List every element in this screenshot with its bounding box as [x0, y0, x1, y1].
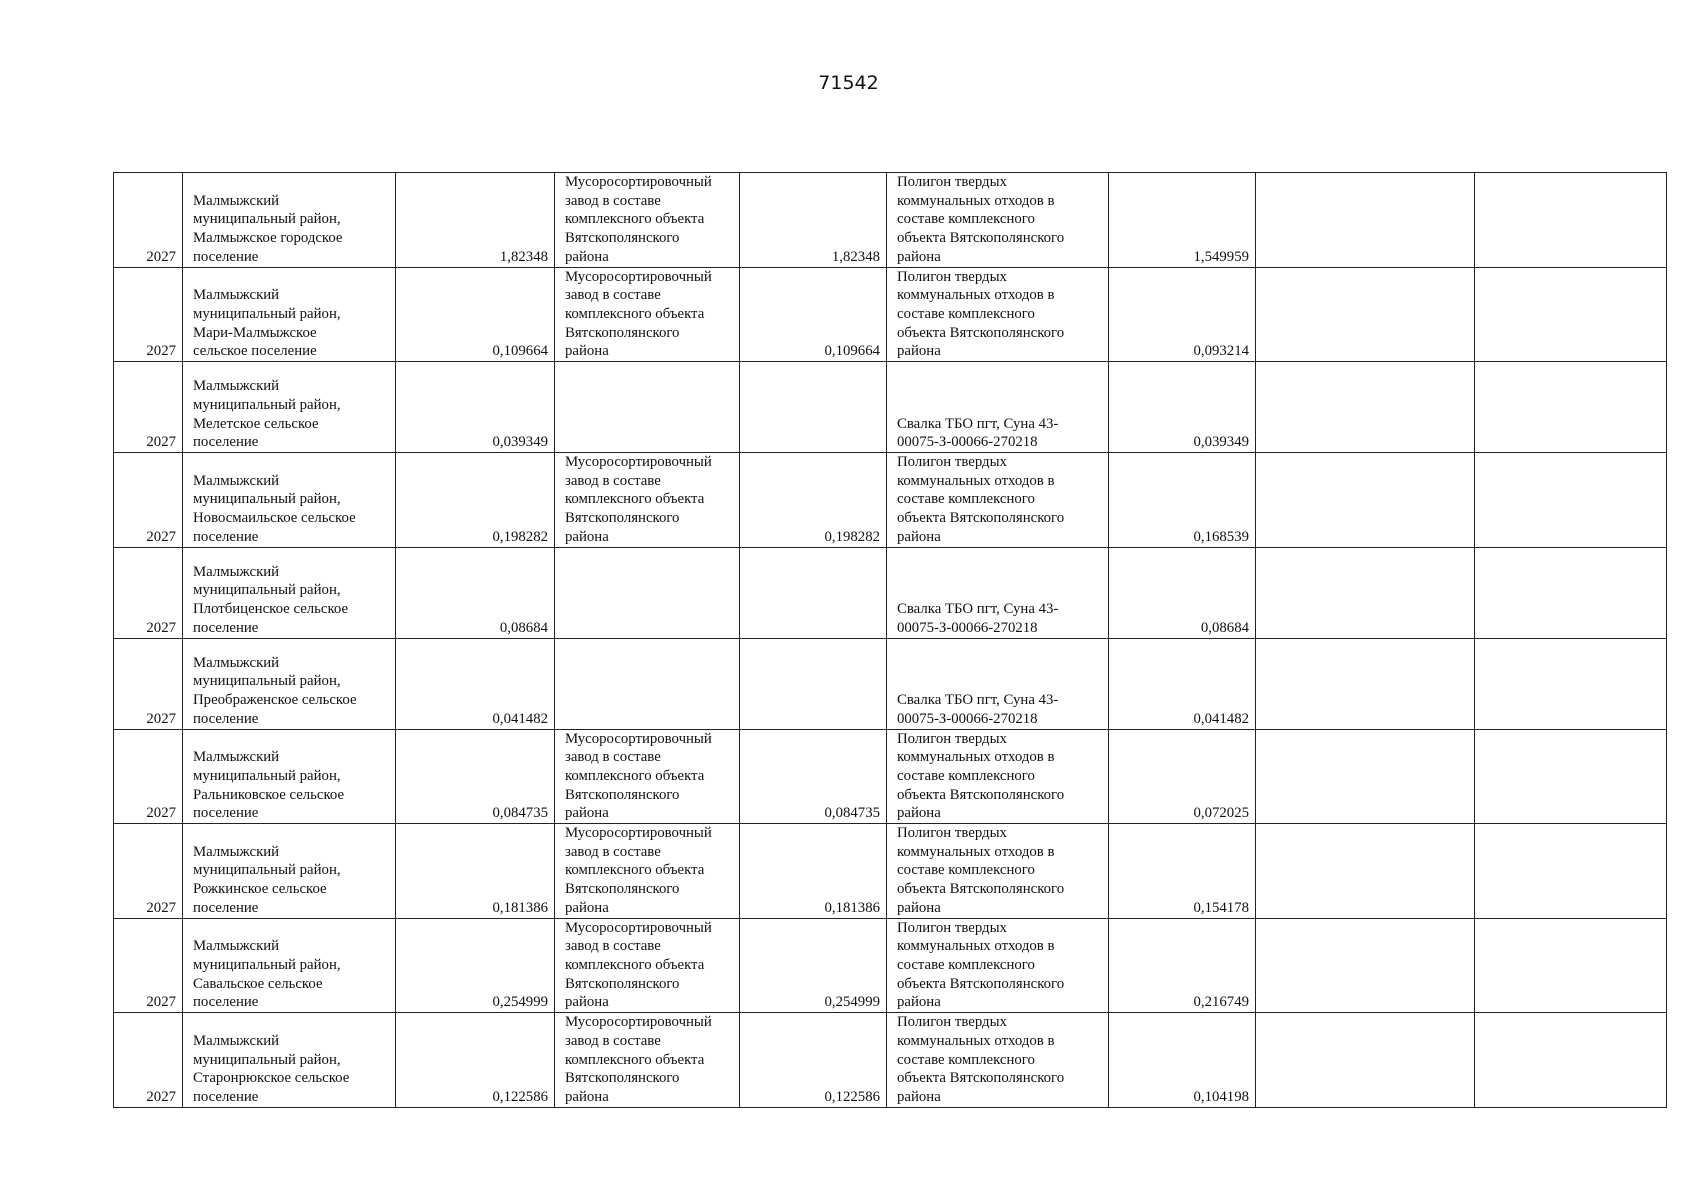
waste-flow-table — [113, 172, 1667, 1108]
empty-cell — [1256, 729, 1475, 824]
sorting-volume-cell — [740, 1013, 887, 1108]
sorting-object-text: Мусоросортировочный завод в составе комплексного объекта Вятскополянского района — [565, 919, 712, 1011]
waste-volume-text: 1,82348 — [499, 248, 548, 265]
sorting-object-cell — [555, 362, 740, 453]
sorting-volume-cell — [740, 638, 887, 729]
disposal-volume-text: 0,093214 — [1193, 343, 1249, 360]
sorting-volume-text: 0,122586 — [824, 1088, 880, 1105]
table-row — [114, 267, 1667, 362]
territory-text: Малмыжский муниципальный район, Мари-Малмыжское сельское поселение — [193, 287, 341, 360]
disposal-object-cell — [887, 824, 1109, 919]
territory-cell — [183, 729, 396, 824]
sorting-object-cell — [555, 729, 740, 824]
waste-volume-text: 0,084735 — [492, 805, 548, 822]
waste-volume-text: 0,254999 — [492, 994, 548, 1011]
disposal-volume-text: 0,104198 — [1193, 1088, 1249, 1105]
sorting-object-cell — [555, 547, 740, 638]
year-cell — [114, 638, 183, 729]
sorting-volume-text: 0,198282 — [824, 528, 880, 545]
disposal-object-text: Полигон твердых коммунальных отходов в составе комплексного объекта Вятскополянского района — [897, 174, 1065, 265]
year-text: 2027 — [146, 434, 176, 451]
territory-cell — [183, 638, 396, 729]
table-row — [114, 547, 1667, 638]
waste-volume-cell — [396, 173, 555, 268]
disposal-object-text: Свалка ТБО пгт, Суна 43- 00075-З-00066-270218 — [897, 601, 1059, 636]
sorting-object-text: Мусоросортировочный завод в составе комплексного объекта Вятскополянского района — [565, 174, 712, 265]
waste-volume-cell — [396, 729, 555, 824]
sorting-object-cell — [555, 453, 740, 548]
year-text: 2027 — [146, 1088, 176, 1105]
year-cell — [114, 1013, 183, 1108]
year-text: 2027 — [146, 899, 176, 916]
sorting-object-cell — [555, 638, 740, 729]
empty-cell — [1256, 453, 1475, 548]
territory-cell — [183, 267, 396, 362]
territory-text: Малмыжский муниципальный район, Мелетское сельское поселение — [193, 378, 341, 451]
waste-volume-text: 0,08684 — [499, 619, 548, 636]
disposal-object-cell — [887, 1013, 1109, 1108]
disposal-object-text: Полигон твердых коммунальных отходов в составе комплексного объекта Вятскополянского района — [897, 1014, 1065, 1105]
year-cell — [114, 362, 183, 453]
disposal-object-cell — [887, 362, 1109, 453]
disposal-object-text: Свалка ТБО пгт, Суна 43- 00075-З-00066-270218 — [897, 415, 1059, 451]
disposal-object-cell — [887, 173, 1109, 268]
empty-cell — [1475, 824, 1667, 919]
disposal-volume-cell — [1109, 918, 1256, 1013]
table-row — [114, 453, 1667, 548]
year-cell — [114, 824, 183, 919]
table-row — [114, 918, 1667, 1013]
territory-text: Малмыжский муниципальный район, Старонрюкское сельское поселение — [193, 1032, 350, 1105]
year-text: 2027 — [146, 994, 176, 1011]
waste-volume-cell — [396, 547, 555, 638]
sorting-object-text: Мусоросортировочный завод в составе комплексного объекта Вятскополянского района — [565, 730, 712, 822]
sorting-object-cell — [555, 267, 740, 362]
disposal-object-text: Полигон твердых коммунальных отходов в составе комплексного объекта Вятскополянского района — [897, 825, 1065, 916]
year-text: 2027 — [146, 343, 176, 360]
year-text: 2027 — [146, 805, 176, 822]
territory-cell — [183, 547, 396, 638]
empty-cell — [1475, 362, 1667, 453]
disposal-volume-cell — [1109, 1013, 1256, 1108]
territory-cell — [183, 453, 396, 548]
empty-cell — [1256, 267, 1475, 362]
sorting-volume-text: 0,181386 — [824, 899, 880, 916]
empty-cell — [1475, 267, 1667, 362]
sorting-volume-cell — [740, 547, 887, 638]
territory-cell — [183, 918, 396, 1013]
empty-cell — [1256, 173, 1475, 268]
territory-text: Малмыжский муниципальный район, Новосмаильское сельское поселение — [193, 472, 356, 545]
disposal-object-cell — [887, 729, 1109, 824]
empty-cell — [1256, 547, 1475, 638]
table-row — [114, 362, 1667, 453]
disposal-volume-text: 0,08684 — [1200, 619, 1249, 636]
disposal-volume-text: 0,072025 — [1193, 805, 1249, 822]
disposal-volume-text: 0,041482 — [1193, 710, 1249, 727]
sorting-object-cell — [555, 1013, 740, 1108]
sorting-volume-cell — [740, 453, 887, 548]
waste-volume-cell — [396, 638, 555, 729]
year-cell — [114, 729, 183, 824]
empty-cell — [1475, 453, 1667, 548]
sorting-object-cell — [555, 173, 740, 268]
disposal-object-cell — [887, 638, 1109, 729]
sorting-volume-text: 0,109664 — [824, 343, 880, 360]
territory-text: Малмыжский муниципальный район, Преображенское сельское поселение — [193, 654, 357, 727]
disposal-volume-cell — [1109, 824, 1256, 919]
year-cell — [114, 267, 183, 362]
sorting-volume-cell — [740, 173, 887, 268]
disposal-volume-cell — [1109, 729, 1256, 824]
table-row — [114, 824, 1667, 919]
table-row — [114, 173, 1667, 268]
disposal-object-text: Полигон твердых коммунальных отходов в составе комплексного объекта Вятскополянского района — [897, 268, 1065, 360]
territory-text: Малмыжский муниципальный район, Рожкинское сельское поселение — [193, 843, 341, 916]
sorting-volume-cell — [740, 918, 887, 1013]
disposal-volume-cell — [1109, 362, 1256, 453]
disposal-volume-text: 0,154178 — [1193, 899, 1249, 916]
disposal-object-text: Полигон твердых коммунальных отходов в составе комплексного объекта Вятскополянского района — [897, 730, 1065, 822]
waste-volume-text: 0,039349 — [492, 434, 548, 451]
disposal-object-text: Полигон твердых коммунальных отходов в составе комплексного объекта Вятскополянского района — [897, 454, 1065, 545]
waste-volume-cell — [396, 918, 555, 1013]
waste-volume-text: 0,109664 — [492, 343, 548, 360]
sorting-object-cell — [555, 918, 740, 1013]
waste-volume-cell — [396, 362, 555, 453]
disposal-object-cell — [887, 918, 1109, 1013]
sorting-object-text: Мусоросортировочный завод в составе комплексного объекта Вятскополянского района — [565, 825, 712, 916]
sorting-volume-cell — [740, 267, 887, 362]
territory-text: Малмыжский муниципальный район, Малмыжское городское поселение — [193, 192, 343, 265]
table-row — [114, 1013, 1667, 1108]
table-body — [114, 173, 1667, 1108]
disposal-object-cell — [887, 453, 1109, 548]
disposal-object-text: Свалка ТБО пгт, Суна 43- 00075-З-00066-270218 — [897, 692, 1059, 727]
empty-cell — [1475, 638, 1667, 729]
empty-cell — [1256, 824, 1475, 919]
territory-text: Малмыжский муниципальный район, Плотбиценское сельское поселение — [193, 563, 349, 636]
empty-cell — [1475, 173, 1667, 268]
table-row — [114, 729, 1667, 824]
disposal-object-text: Полигон твердых коммунальных отходов в составе комплексного объекта Вятскополянского района — [897, 919, 1065, 1011]
empty-cell — [1475, 547, 1667, 638]
year-cell — [114, 173, 183, 268]
sorting-object-text: Мусоросортировочный завод в составе комплексного объекта Вятскополянского района — [565, 1014, 712, 1105]
empty-cell — [1256, 918, 1475, 1013]
territory-text: Малмыжский муниципальный район, Ральниковское сельское поселение — [193, 749, 345, 822]
territory-cell — [183, 173, 396, 268]
sorting-object-cell — [555, 824, 740, 919]
disposal-volume-text: 0,168539 — [1193, 528, 1249, 545]
territory-text: Малмыжский муниципальный район, Савальское сельское поселение — [193, 938, 341, 1011]
year-text: 2027 — [146, 248, 176, 265]
disposal-volume-text: 0,216749 — [1193, 994, 1249, 1011]
sorting-object-text: Мусоросортировочный завод в составе комплексного объекта Вятскополянского района — [565, 268, 712, 360]
disposal-volume-cell — [1109, 638, 1256, 729]
year-text: 2027 — [146, 619, 176, 636]
disposal-volume-cell — [1109, 173, 1256, 268]
disposal-object-cell — [887, 547, 1109, 638]
waste-volume-text: 0,122586 — [492, 1088, 548, 1105]
empty-cell — [1256, 638, 1475, 729]
waste-volume-text: 0,181386 — [492, 899, 548, 916]
disposal-object-cell — [887, 267, 1109, 362]
year-text: 2027 — [146, 528, 176, 545]
sorting-volume-cell — [740, 824, 887, 919]
sorting-volume-text: 0,254999 — [824, 994, 880, 1011]
territory-cell — [183, 824, 396, 919]
territory-cell — [183, 1013, 396, 1108]
year-cell — [114, 918, 183, 1013]
year-cell — [114, 453, 183, 548]
empty-cell — [1475, 918, 1667, 1013]
table-row — [114, 638, 1667, 729]
year-text: 2027 — [146, 710, 176, 727]
waste-volume-cell — [396, 1013, 555, 1108]
empty-cell — [1475, 729, 1667, 824]
sorting-volume-text: 1,82348 — [831, 248, 880, 265]
waste-volume-cell — [396, 453, 555, 548]
page-number: 71542 — [818, 72, 879, 94]
waste-volume-cell — [396, 267, 555, 362]
sorting-volume-text: 0,084735 — [824, 805, 880, 822]
disposal-volume-text: 0,039349 — [1193, 434, 1249, 451]
disposal-volume-text: 1,549959 — [1193, 248, 1249, 265]
empty-cell — [1256, 1013, 1475, 1108]
waste-volume-text: 0,041482 — [492, 710, 548, 727]
sorting-volume-cell — [740, 362, 887, 453]
empty-cell — [1475, 1013, 1667, 1108]
empty-cell — [1256, 362, 1475, 453]
disposal-volume-cell — [1109, 453, 1256, 548]
disposal-volume-cell — [1109, 547, 1256, 638]
waste-volume-text: 0,198282 — [492, 528, 548, 545]
sorting-volume-cell — [740, 729, 887, 824]
year-cell — [114, 547, 183, 638]
disposal-volume-cell — [1109, 267, 1256, 362]
territory-cell — [183, 362, 396, 453]
waste-volume-cell — [396, 824, 555, 919]
sorting-object-text: Мусоросортировочный завод в составе комплексного объекта Вятскополянского района — [565, 454, 712, 545]
